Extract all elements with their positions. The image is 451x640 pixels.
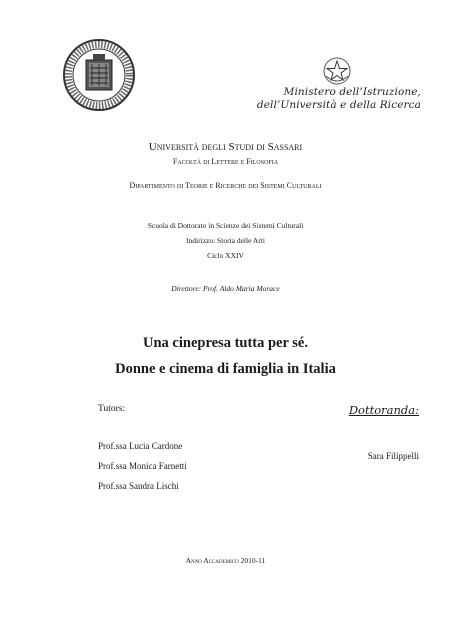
doctoral-school: Scuola di Dottorato in Scienze dei Sistemi Culturali <box>147 221 304 230</box>
italian-republic-emblem-icon <box>322 56 352 86</box>
dottoranda-label: Dottoranda: <box>348 403 419 417</box>
department-name: Dipartimento di Teorie e Ricerche dei Sistemi Culturali <box>129 181 322 190</box>
ministry-name <box>257 86 421 112</box>
academic-year: Anno Accademico 2010-11 <box>185 556 266 565</box>
cycle: Ciclo XXIV <box>207 251 244 260</box>
tutors-label: Tutors: <box>98 404 126 414</box>
director: Direttore: Prof. Aldo Maria Morace <box>171 284 280 293</box>
tutor-name: Prof.ssa Monica Farnetti <box>98 461 187 471</box>
university-seal-icon <box>62 38 136 112</box>
tutor-name: Prof.ssa Sandra Lischi <box>98 481 179 491</box>
ministry-line-1: Ministero dell’Istruzione, <box>283 86 421 98</box>
thesis-title-line-1: Una cinepresa tutta per sé. <box>143 335 308 351</box>
student-name: Sara Filippelli <box>367 451 419 461</box>
ministry-line-2: dell’Università e della Ricerca <box>256 99 421 111</box>
curriculum: Indirizzo: Storia delle Arti <box>186 236 265 245</box>
tutor-name: Prof.ssa Lucia Cardone <box>98 441 183 451</box>
thesis-title-line-2: Donne e cinema di famiglia in Italia <box>115 361 336 377</box>
university-name: Università degli Studi di Sassari <box>148 141 303 153</box>
faculty-name: Facoltà di Lettere e Filosofia <box>172 157 279 166</box>
